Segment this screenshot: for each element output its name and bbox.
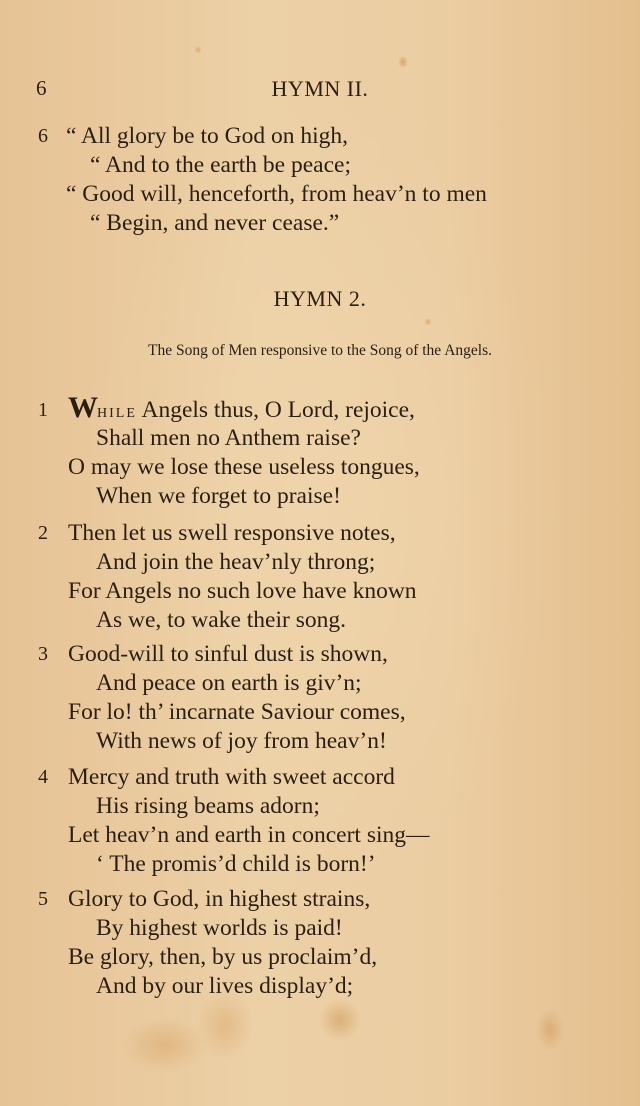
hymn-subtitle: The Song of Men responsive to the Song of the Angels. bbox=[148, 342, 492, 359]
verse-number: 4 bbox=[38, 766, 48, 788]
hymn-title: HYMN 2. bbox=[273, 286, 367, 311]
drop-cap: W bbox=[68, 391, 97, 424]
verse-number: 3 bbox=[38, 643, 48, 665]
verse-line-rest: Angels thus, O Lord, rejoice, bbox=[136, 397, 415, 423]
verse-line: Be glory, then, by us proclaim’d, bbox=[68, 944, 378, 970]
verse-line: And join the heav’nly throng; bbox=[96, 549, 376, 575]
verse-line: “ All glory be to God on high, bbox=[66, 123, 348, 149]
verse-line: Good-will to sinful dust is shown, bbox=[68, 641, 388, 667]
verse-line: As we, to wake their song. bbox=[96, 607, 346, 633]
verse-line: By highest worlds is paid! bbox=[96, 915, 343, 941]
verse-line: His rising beams adorn; bbox=[96, 793, 320, 819]
verse-line: “ Good will, henceforth, from heav’n to men bbox=[66, 181, 487, 207]
verse-line: O may we lose these useless tongues, bbox=[68, 454, 420, 480]
verse-line: For lo! th’ incarnate Saviour comes, bbox=[68, 699, 406, 725]
verse-number: 1 bbox=[38, 399, 48, 421]
running-title: HYMN II. bbox=[271, 76, 369, 101]
small-caps: HILE bbox=[97, 406, 137, 421]
verse-line: Shall men no Anthem raise? bbox=[96, 425, 361, 451]
verse-line: And peace on earth is giv’n; bbox=[96, 670, 362, 696]
page-number: 6 bbox=[36, 76, 47, 100]
verse-line: Mercy and truth with sweet accord bbox=[68, 764, 395, 790]
verse-line: When we forget to praise! bbox=[96, 483, 341, 509]
running-head bbox=[0, 76, 640, 106]
verse-line: Then let us swell responsive notes, bbox=[68, 520, 396, 546]
verse-line: Glory to God, in highest strains, bbox=[68, 886, 371, 912]
verse-number: 5 bbox=[38, 888, 48, 910]
verse-line: “ Begin, and never cease.” bbox=[90, 210, 340, 236]
verse-line: Let heav’n and earth in concert sing— bbox=[68, 822, 430, 848]
verse-line: “ And to the earth be peace; bbox=[90, 152, 351, 178]
verse-line: ‘ The promis’d child is born!’ bbox=[96, 851, 376, 877]
verse-number: 2 bbox=[38, 522, 48, 544]
verse-line: With news of joy from heav’n! bbox=[96, 728, 387, 754]
verse-line bbox=[68, 391, 415, 428]
verse-number: 6 bbox=[38, 125, 48, 147]
verse-line: For Angels no such love have known bbox=[68, 578, 417, 604]
verse-line: And by our lives display’d; bbox=[96, 973, 354, 999]
